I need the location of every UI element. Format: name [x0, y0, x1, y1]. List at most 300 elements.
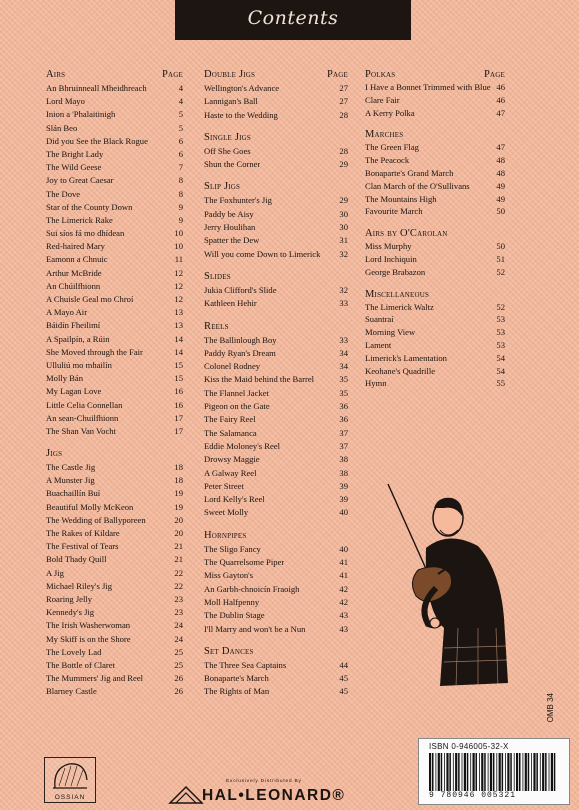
section-title: Double Jigs [204, 69, 256, 80]
page-number: 25 [174, 646, 183, 657]
page-number: 52 [496, 301, 505, 312]
tune-title: Sui síos fá mo dhídean [46, 228, 125, 239]
contents-entry [46, 293, 183, 306]
tune-title: Pigeon on the Gate [204, 401, 270, 412]
contents-entry [46, 646, 183, 659]
contents-section [204, 529, 348, 636]
contents-section [365, 227, 505, 278]
page-number: 52 [496, 266, 505, 277]
tune-title: A Galway Reel [204, 467, 257, 478]
contents-column-2 [204, 68, 348, 708]
page-number: 8 [178, 188, 183, 199]
contents-entry [46, 672, 183, 685]
contents-entry [204, 109, 348, 122]
contents-entry [204, 556, 348, 569]
contents-entry [46, 161, 183, 174]
page-number: 36 [339, 414, 348, 425]
contents-entry [204, 234, 348, 247]
page-number: 40 [339, 543, 348, 554]
contents-entry [365, 352, 505, 365]
page-number: 30 [339, 208, 348, 219]
tune-title: Joy to Great Caesar [46, 175, 114, 186]
page-number: 29 [339, 195, 348, 206]
tune-title: Suantraí [365, 314, 394, 325]
tune-title: The Foxhunter's Jig [204, 195, 272, 206]
section-title: Jigs [46, 448, 63, 460]
contents-entry [204, 609, 348, 622]
tune-title: Favourite March [365, 206, 423, 217]
page-number: 17 [174, 425, 183, 436]
tune-title: An Bhruinneall Mheidhreach [46, 83, 147, 93]
barcode-icon [427, 753, 560, 791]
contents-entry [46, 280, 183, 293]
page-number: 42 [339, 583, 348, 594]
page-number: 13 [174, 307, 183, 318]
section-heading [204, 270, 348, 283]
contents-entry [365, 240, 505, 253]
tune-title: Clare Fair [365, 94, 400, 105]
tune-title: Lord Inchiquin [365, 253, 417, 264]
page-number: 14 [174, 333, 183, 344]
page-number: 10 [174, 228, 183, 239]
page-number: 24 [174, 633, 183, 644]
tune-title: Molly Bán [46, 373, 84, 384]
contents-entry [46, 461, 183, 474]
contents-entry [204, 347, 348, 360]
page-number: 53 [496, 327, 505, 338]
page-number: 32 [339, 284, 348, 295]
page-number: 19 [174, 488, 183, 499]
page-number: 53 [496, 314, 505, 325]
tune-title: Paddy Ryan's Dream [204, 347, 276, 358]
page-number: 39 [339, 480, 348, 491]
tune-title: The Peacock [365, 155, 410, 166]
page-number: 46 [496, 82, 505, 92]
tune-title: Lord Kelly's Reel [204, 494, 265, 505]
contents-entry [204, 95, 348, 108]
tune-title: Haste to the Wedding [204, 109, 278, 120]
tune-title: Colonel Rodney [204, 361, 261, 372]
page-number: 41 [339, 570, 348, 581]
contents-entry [365, 167, 505, 180]
section-heading [204, 180, 348, 193]
contents-entry [46, 487, 183, 500]
contents-entry [365, 180, 505, 193]
contents-entry [365, 141, 505, 154]
contents-section [204, 180, 348, 260]
contents-entry [365, 326, 505, 339]
page-number: 55 [496, 378, 505, 389]
tune-title: Slán Beo [46, 122, 78, 133]
tune-title: Lament [365, 339, 392, 350]
section-title: Marches [365, 129, 404, 141]
contents-entry [46, 306, 183, 319]
tune-title: Kathleen Hehir [204, 298, 257, 309]
contents-entry [365, 107, 505, 120]
contents-section [46, 447, 183, 698]
page-number: 26 [174, 673, 183, 684]
contents-entry [204, 194, 348, 207]
contents-entry [46, 540, 183, 553]
page-number: 6 [178, 135, 183, 146]
page-number: 33 [339, 298, 348, 309]
tune-title: I Have a Bonnet Trimmed with Blue [365, 82, 491, 92]
contents-entry [204, 583, 348, 596]
contents-column-3 [365, 68, 505, 399]
contents-entry [365, 313, 505, 326]
tune-title: Jerry Houlihan [204, 222, 256, 233]
page-number: 25 [174, 659, 183, 670]
section-title: Set Dances [204, 645, 254, 657]
tune-title: Star of the County Down [46, 201, 133, 212]
tune-title: The Fairy Reel [204, 414, 256, 425]
tune-title: George Brabazon [365, 266, 426, 277]
tune-title: Báidín Fheilimí [46, 320, 101, 331]
contents-entry [46, 240, 183, 253]
page-number: 38 [339, 467, 348, 478]
contents-entry [204, 685, 348, 698]
tune-title: The Sligo Fancy [204, 543, 261, 554]
contents-entry [46, 174, 183, 187]
tune-title: Peter Street [204, 480, 244, 491]
contents-entry [46, 514, 183, 527]
tune-title: I'll Marry and won't be a Nun [204, 623, 306, 634]
contents-entry [46, 346, 183, 359]
contents-entry [204, 596, 348, 609]
section-title: Miscellaneous [365, 288, 430, 300]
page-number: 49 [496, 180, 505, 191]
contents-entry [46, 606, 183, 619]
page-number: 27 [339, 83, 348, 93]
page-column-label: Page [483, 69, 505, 80]
page-number: 12 [174, 280, 183, 291]
section-heading [46, 447, 183, 460]
contents-entry [365, 253, 505, 266]
contents-entry [204, 569, 348, 582]
contents-entry [204, 334, 348, 347]
contents-entry [46, 567, 183, 580]
page-number: 24 [174, 620, 183, 631]
tune-title: A Mayo Air [46, 307, 88, 318]
tune-title: Keohane's Quadrille [365, 365, 436, 376]
contents-entry [204, 297, 348, 310]
page-number: 9 [178, 201, 183, 212]
tune-title: Eamonn a Chnuic [46, 254, 108, 265]
page-number: 48 [496, 155, 505, 166]
page-number: 45 [339, 673, 348, 684]
page-number: 9 [178, 214, 183, 225]
contents-entry [46, 593, 183, 606]
contents-entry [365, 365, 505, 378]
contents-entry [365, 193, 505, 206]
tune-title: The Bright Lady [46, 148, 104, 159]
page-number: 46 [496, 94, 505, 105]
page-number: 23 [174, 607, 183, 618]
section-title: Reels [204, 320, 229, 332]
page-number: 4 [178, 96, 183, 107]
page-number: 22 [174, 567, 183, 578]
section-heading [365, 68, 505, 80]
page-number: 35 [339, 387, 348, 398]
tune-title: Will you come Down to Limerick [204, 248, 321, 259]
page-number: 37 [339, 440, 348, 451]
contents-entry [46, 333, 183, 346]
tune-title: Little Celia Connellan [46, 399, 123, 410]
tune-title: The Mummers' Jig and Reel [46, 673, 144, 684]
contents-entry [46, 214, 183, 227]
tune-title: Limerick's Lamentation [365, 352, 447, 363]
contents-entry [365, 94, 505, 107]
contents-column-1 [46, 68, 183, 707]
page-number: 36 [339, 401, 348, 412]
contents-entry [204, 427, 348, 440]
tune-title: Arthur McBride [46, 267, 102, 278]
tune-title: The Festival of Tears [46, 541, 119, 552]
contents-entry [365, 205, 505, 218]
contents-entry [46, 425, 183, 438]
tune-title: Lannigan's Ball [204, 96, 258, 107]
tune-title: The Castle Jig [46, 462, 96, 473]
tune-title: Off She Goes [204, 145, 251, 156]
page-number: 5 [178, 122, 183, 133]
page-number: 45 [339, 686, 348, 697]
page-number: 14 [174, 346, 183, 357]
section-title: Slip Jigs [204, 181, 241, 193]
page-number: 15 [174, 373, 183, 384]
fiddler-illustration [378, 478, 518, 693]
page-number: 49 [496, 193, 505, 204]
tune-title: A Kerry Polka [365, 107, 415, 118]
contents-entry [204, 221, 348, 234]
tune-title: The Bottle of Claret [46, 659, 115, 670]
tune-title: Did you See the Black Rogue [46, 135, 148, 146]
page-number: 41 [339, 557, 348, 568]
contents-entry [204, 373, 348, 386]
page-number: 32 [339, 248, 348, 259]
contents-section [204, 270, 348, 311]
page-number: 4 [178, 83, 183, 93]
page-column-label: Page [326, 69, 348, 80]
tune-title: Red-haired Mary [46, 241, 105, 252]
contents-entry [204, 440, 348, 453]
tune-title: A Spailpín, a Rúin [46, 333, 110, 344]
tune-title: Buachaillín Buí [46, 488, 101, 499]
page-number: 13 [174, 320, 183, 331]
section-title: Polkas [365, 69, 396, 80]
tune-title: Eddie Moloney's Reel [204, 440, 281, 451]
tune-title: Bonaparte's March [204, 673, 269, 684]
contents-entry [204, 493, 348, 506]
tune-title: The Salamanca [204, 427, 257, 438]
tune-title: A Munster Jig [46, 475, 95, 486]
contents-entry [46, 108, 183, 121]
contents-entry [365, 266, 505, 279]
contents-entry [46, 619, 183, 632]
contents-entry [204, 659, 348, 672]
page-number: 5 [178, 109, 183, 120]
section-heading [204, 529, 348, 542]
contents-entry [204, 145, 348, 158]
page-number: 10 [174, 241, 183, 252]
contents-entry [204, 453, 348, 466]
contents-entry [204, 82, 348, 95]
tune-title: An sean-Chuilfhionn [46, 412, 119, 423]
section-heading [365, 288, 505, 300]
page-number: 39 [339, 494, 348, 505]
contents-section [365, 288, 505, 391]
contents-entry [46, 122, 183, 135]
tune-title: Morning View [365, 327, 416, 338]
tune-title: Clan March of the O'Sullivans [365, 180, 470, 191]
contents-entry [46, 474, 183, 487]
tune-title: Jukia Clifford's Slide [204, 284, 277, 295]
tune-title: She Moved through the Fair [46, 346, 143, 357]
tune-title: The Irish Washerwoman [46, 620, 131, 631]
tune-title: Roaring Jelly [46, 593, 93, 604]
tune-title: Inion a 'Phalaitinigh [46, 109, 116, 120]
contents-entry [365, 154, 505, 167]
page-number: 27 [339, 96, 348, 107]
page-number: 43 [339, 623, 348, 634]
page-number: 54 [496, 365, 505, 376]
tune-title: Paddy be Aisy [204, 208, 254, 219]
section-heading [365, 227, 505, 239]
tune-title: The Rights of Man [204, 686, 270, 697]
contents-entry [204, 208, 348, 221]
page-number: 51 [496, 253, 505, 264]
contents-entry [46, 319, 183, 332]
tune-title: My Skiff is on the Shore [46, 633, 131, 644]
contents-entry [46, 372, 183, 385]
tune-title: Kennedy's Jig [46, 607, 95, 618]
contents-entry [204, 387, 348, 400]
contents-entry [204, 623, 348, 636]
page-number: 38 [339, 454, 348, 465]
tune-title: The Three Sea Captains [204, 659, 287, 670]
tune-title: Wellington's Advance [204, 83, 280, 93]
page-number: 26 [174, 686, 183, 697]
contents-entry [204, 360, 348, 373]
tune-title: Bold Thady Quill [46, 554, 107, 565]
page-number: 40 [339, 507, 348, 518]
contents-entry [365, 301, 505, 314]
page-number: 54 [496, 352, 505, 363]
page-number: 16 [174, 386, 183, 397]
page-number: 7 [178, 162, 183, 173]
contents-entry [365, 377, 505, 390]
contents-entry [46, 633, 183, 646]
contents-entry [204, 672, 348, 685]
contents-entry [204, 248, 348, 261]
contents-section [204, 68, 348, 122]
page-number: 18 [174, 462, 183, 473]
page-number: 8 [178, 175, 183, 186]
page-column-label: Page [161, 69, 183, 80]
contents-entry [46, 659, 183, 672]
page-number: 28 [339, 145, 348, 156]
contents-entry [46, 501, 183, 514]
page-number: 28 [339, 109, 348, 120]
tune-title: Spatter the Dew [204, 235, 260, 246]
tune-title: The Quarrelsome Piper [204, 557, 285, 568]
page-number: 44 [339, 659, 348, 670]
barcode-digits: 9 780946 005321 [429, 791, 517, 800]
contents-entry [46, 82, 183, 95]
contents-entry [46, 267, 183, 280]
contents-entry [204, 506, 348, 519]
page-number: 30 [339, 222, 348, 233]
tune-title: A Chuisle Geal mo Chroí [46, 294, 134, 304]
contents-entry [46, 580, 183, 593]
page-number: 6 [178, 148, 183, 159]
tune-title: An Garbh-chnoicín Fraoigh [204, 583, 300, 594]
page-number: 21 [174, 541, 183, 552]
contents-entry [46, 227, 183, 240]
page-number: 50 [496, 206, 505, 217]
tune-title: The Dove [46, 188, 81, 199]
page-number: 35 [339, 374, 348, 385]
section-heading [204, 68, 348, 81]
page-number: 29 [339, 159, 348, 170]
tune-title: Beautiful Molly McKeon [46, 501, 134, 512]
distributor-line: Exclusively Distributed By [226, 779, 302, 784]
tune-title: A Jig [46, 567, 64, 578]
contents-entry [204, 480, 348, 493]
page-number: 48 [496, 167, 505, 178]
contents-entry [46, 188, 183, 201]
page-number: 11 [174, 254, 183, 265]
page-number: 33 [339, 334, 348, 345]
tune-title: The Dublin Stage [204, 610, 265, 621]
isbn-text: ISBN 0-946005-32-X [429, 742, 509, 751]
contents-section [204, 131, 348, 172]
contents-entry [365, 81, 505, 94]
page-number: 47 [496, 142, 505, 153]
tune-title: The Wedding of Ballyporeen [46, 514, 146, 525]
contents-section [204, 645, 348, 699]
tune-title: The Limerick Waltz [365, 301, 434, 312]
distributor-name: HAL•LEONARD® [202, 787, 346, 804]
page-number: 16 [174, 399, 183, 410]
contents-entry [46, 95, 183, 108]
section-title: Single Jigs [204, 131, 252, 143]
page-number: 23 [174, 593, 183, 604]
section-heading [204, 131, 348, 144]
isbn-barcode-box [418, 738, 570, 805]
page-number: 18 [174, 475, 183, 486]
contents-entry [46, 527, 183, 540]
tune-title: Miss Gayton's [204, 570, 254, 581]
contents-section [365, 128, 505, 218]
tune-title: Moll Halfpenny [204, 596, 260, 607]
contents-entry [204, 158, 348, 171]
contents-entry [204, 413, 348, 426]
page-number: 53 [496, 339, 505, 350]
contents-entry [46, 253, 183, 266]
contents-section [204, 320, 348, 520]
contents-entry [204, 284, 348, 297]
page-number: 47 [496, 107, 505, 118]
page-number: 43 [339, 610, 348, 621]
contents-entry [46, 135, 183, 148]
section-heading [204, 645, 348, 658]
contents-entry [46, 359, 183, 372]
page-number: 50 [496, 241, 505, 252]
contents-entry [46, 385, 183, 398]
tune-title: Shun the Corner [204, 159, 261, 170]
tune-title: Drowsy Maggie [204, 454, 260, 465]
page-number: 34 [339, 361, 348, 372]
